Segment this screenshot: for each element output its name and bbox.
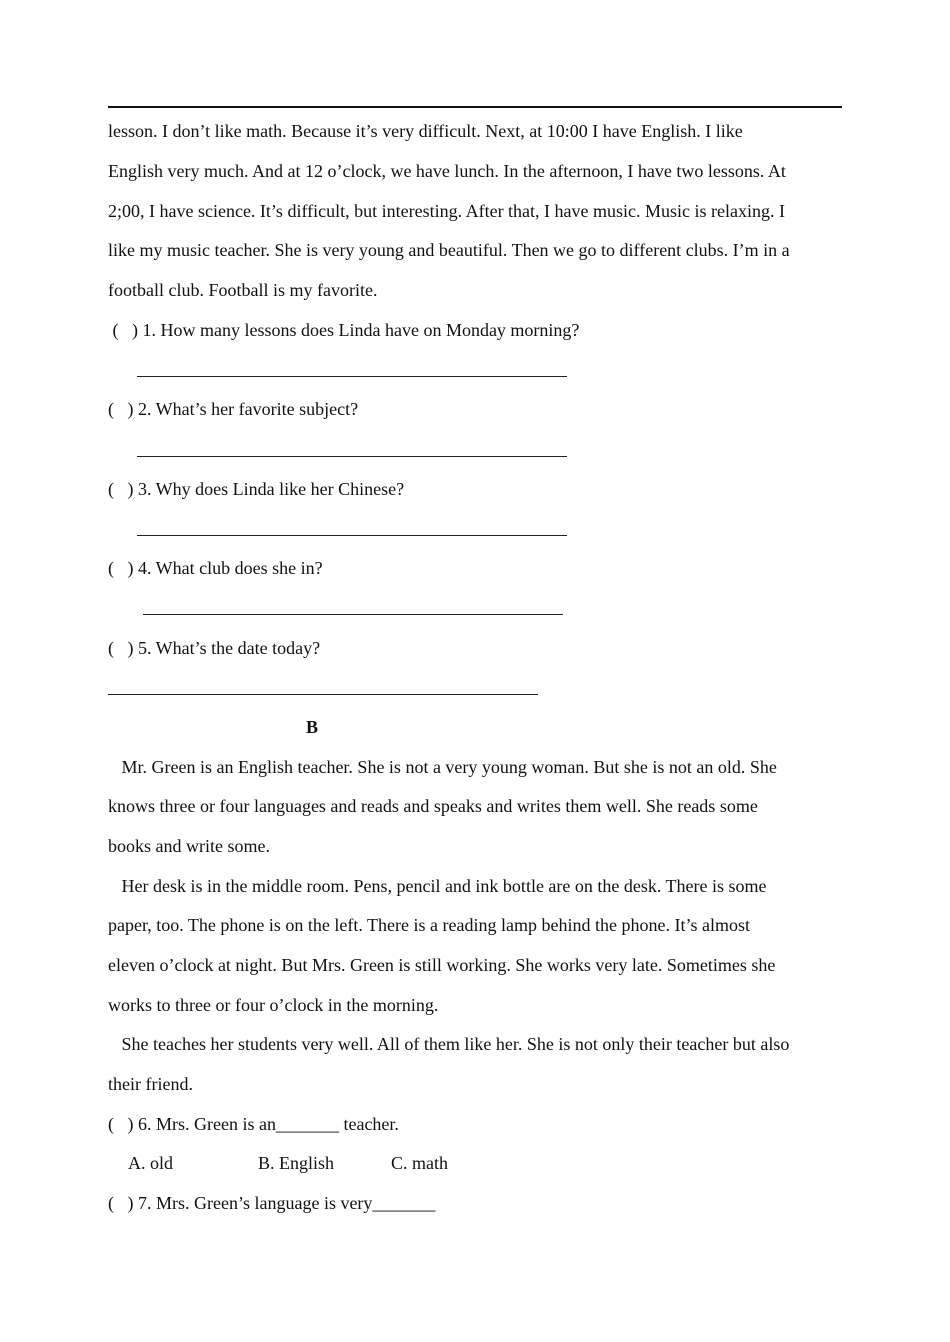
passage-b-line: works to three or four o’clock in the morning. [108, 995, 439, 1015]
answer-line-3[interactable] [137, 535, 567, 536]
answer-line-4[interactable] [143, 614, 563, 615]
passage-a-line: 2;00, I have science. It’s difficult, but interesting. After that, I have music. Music is relaxing. I [108, 201, 785, 221]
passage-b-line: She teaches her students very well. All of them like her. She is not only their teacher but also [108, 1034, 790, 1054]
passage-a-line: like my music teacher. She is very young and beautiful. Then we go to different clubs. I’m in a [108, 240, 790, 260]
question-2: ( ) 2. What’s her favorite subject? [108, 399, 359, 419]
answer-line-2[interactable] [137, 456, 567, 457]
passage-a-line: English very much. And at 12 o’clock, we have lunch. In the afternoon, I have two lessons. At [108, 161, 786, 181]
question-1: ( ) 1. How many lessons does Linda have on Monday morning? [108, 320, 580, 340]
passage-a-line: football club. Football is my favorite. [108, 280, 378, 300]
question-6-option-a[interactable]: A. old [128, 1153, 173, 1173]
question-6-option-c[interactable]: C. math [391, 1153, 448, 1173]
question-6: ( ) 6. Mrs. Green is an_______ teacher. [108, 1114, 399, 1134]
question-6-option-b[interactable]: B. English [258, 1153, 335, 1173]
passage-b-line: their friend. [108, 1074, 193, 1094]
passage-b-line: books and write some. [108, 836, 270, 856]
passage-b-line: Her desk is in the middle room. Pens, pencil and ink bottle are on the desk. There is some [108, 876, 767, 896]
question-7: ( ) 7. Mrs. Green’s language is very_______ [108, 1193, 436, 1213]
answer-line-1[interactable] [137, 376, 567, 377]
passage-b-line: knows three or four languages and reads and speaks and writes them well. She reads some [108, 796, 758, 816]
header-rule [108, 106, 842, 108]
question-5: ( ) 5. What’s the date today? [108, 638, 321, 658]
passage-b-line: Mr. Green is an English teacher. She is not a very young woman. But she is not an old. She [108, 757, 777, 777]
passage-a-line: lesson. I don’t like math. Because it’s very difficult. Next, at 10:00 I have English. I like [108, 121, 743, 141]
passage-b-line: eleven o’clock at night. But Mrs. Green is still working. She works very late. Sometimes she [108, 955, 776, 975]
passage-b-line: paper, too. The phone is on the left. There is a reading lamp behind the phone. It’s almost [108, 915, 750, 935]
section-b-title: B [306, 717, 319, 737]
question-3: ( ) 3. Why does Linda like her Chinese? [108, 479, 405, 499]
question-4: ( ) 4. What club does she in? [108, 558, 323, 578]
answer-line-5[interactable] [108, 694, 538, 695]
